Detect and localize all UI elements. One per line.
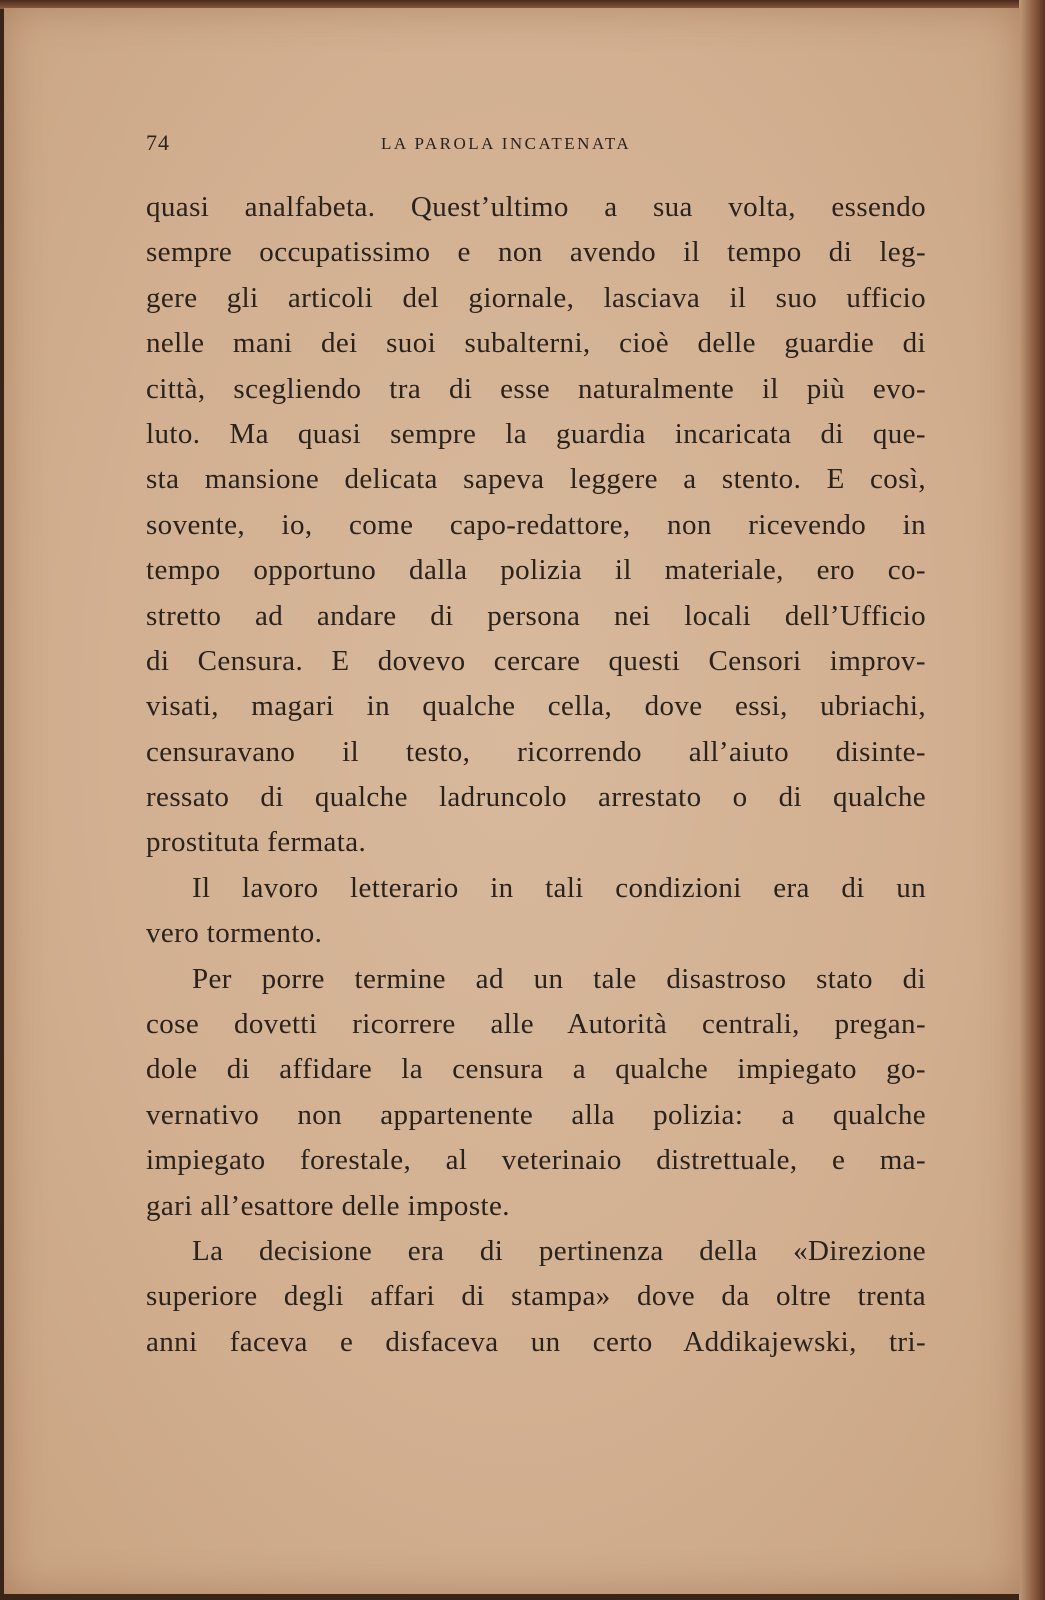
text-line: visati, magari in qualche cella, dove essi, ubriachi, [146, 690, 926, 723]
text-line: luto. Ma quasi sempre la guardia incaricata di que- [146, 417, 926, 450]
text-line: anni faceva e disfaceva un certo Addikajewski, tri- [146, 1325, 926, 1358]
page-number: 74 [146, 130, 170, 155]
text-line: tempo opportuno dalla polizia il materiale, ero co- [146, 554, 926, 587]
text-line: gari all’esattore delle imposte. [146, 1189, 510, 1222]
book-spine-edge [1019, 0, 1045, 1600]
text-line: censuravano il testo, ricorrendo all’aiuto disinte- [146, 735, 926, 768]
text-line: sovente, io, come capo-redattore, non ricevendo in [146, 508, 926, 541]
body-text [146, 185, 926, 1365]
text-line: stretto ad andare di persona nei locali dell’Ufficio [146, 599, 926, 632]
text-line: prostituta fermata. [146, 826, 367, 859]
text-line: quasi analfabeta. Quest’ultimo a sua volta, essendo [146, 191, 926, 223]
text-line: impiegato forestale, al veterinaio distrettuale, e ma- [146, 1144, 926, 1177]
text-line: Per porre termine ad un tale disastroso stato di [192, 962, 926, 995]
text-line: di Censura. E dovevo cercare questi Censori improv- [146, 644, 926, 677]
text-line: vero tormento. [146, 917, 323, 950]
running-title: LA PAROLA INCATENATA [381, 134, 632, 153]
text-line: superiore degli affari di stampa» dove da oltre trenta [146, 1280, 926, 1313]
text-line: città, scegliendo tra di esse naturalmente il più evo- [146, 372, 926, 405]
text-line: dole di affidare la censura a qualche impiegato go- [146, 1053, 926, 1086]
text-line: Il lavoro letterario in tali condizioni era di un [192, 871, 926, 904]
book-page [4, 8, 1020, 1594]
page-header [146, 130, 926, 162]
text-line: gere gli articoli del giornale, lasciava il suo ufficio [146, 281, 926, 314]
text-line: nelle mani dei suoi subalterni, cioè delle guardie di [146, 327, 926, 360]
text-line: sta mansione delicata sapeva leggere a stento. E così, [146, 463, 926, 496]
text-line: ressato di qualche ladruncolo arrestato o di qualche [146, 781, 926, 814]
text-line: sempre occupatissimo e non avendo il tempo di leg- [146, 236, 926, 269]
text-line: La decisione era di pertinenza della «Direzione [192, 1234, 926, 1267]
text-line: vernativo non appartenente alla polizia: a qualche [146, 1098, 926, 1131]
text-line: cose dovetti ricorrere alle Autorità centrali, pregan- [146, 1008, 926, 1041]
